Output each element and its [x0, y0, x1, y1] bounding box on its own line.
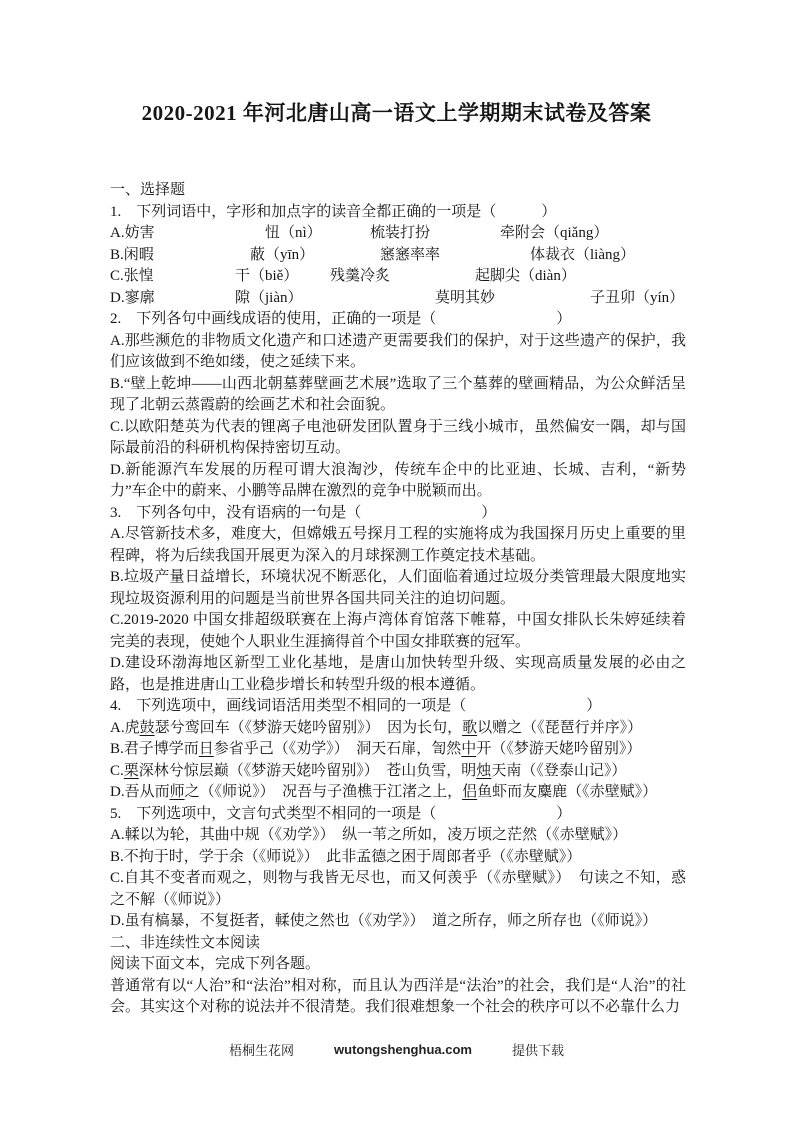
footer-site-name: 梧桐生花网 — [229, 1043, 295, 1058]
q5-option-b: B.不拘于时，学于余（《师说》） 此非孟德之困于周郎者乎（《赤壁赋》） — [110, 848, 582, 865]
q1-cell: 窸窸率率 — [380, 246, 441, 263]
q1-cell: D.寥廓 — [110, 289, 155, 306]
q1-stem: 1. 下列词语中，字形和加点字的读音全都正确的一项是（ ） — [110, 203, 557, 220]
section-2-header: 二、非连续性文本阅读 — [110, 934, 261, 951]
q5-option-a: A.輮以为轮，其曲中规（《劝学》） 纵一苇之所如，凌万顷之茫然（《赤壁赋》） — [110, 827, 628, 843]
q1-cell: 隙（jiàn） — [235, 289, 303, 306]
exam-body — [110, 180, 686, 1019]
q5-option-c: C.自其不变者而观之，则物与我皆无尽也，而又何羡乎（《赤壁赋》） 句读之不知，惑之不解（《师说》） — [110, 870, 686, 908]
q1-cell: 体裁衣（liàng） — [530, 246, 635, 263]
page-title: 2020-2021 年河北唐山高一语文上学期期末试卷及答案 — [141, 101, 652, 125]
q4-option-b: B.君子博学而日参省乎己（《劝学》） 洞天石扉，訇然中开（《梦游天姥吟留别》） — [110, 741, 642, 757]
q3-option-b: B.垃圾产量日益增长，环境状况不断恶化，人们面临着通过垃圾分类管理最大限度地实现垃圾资源利用的问题是当前世界各国共同关注的迫切问题。 — [110, 569, 686, 607]
q1-row-c — [110, 266, 686, 288]
q5-stem: 5. 下列选项中，文言句式类型不相同的一项是（ ） — [110, 805, 572, 822]
q4-option-c: C.栗深林兮惊层巅（《梦游天姥吟留别》） 苍山负雪，明烛天南（《登泰山记》） — [110, 762, 627, 779]
section-2-instruction: 阅读下面文本，完成下列各题。 — [110, 956, 321, 972]
q3-option-c: C.2019-2020 中国女排超级联赛在上海卢湾体育馆落下帷幕，中国女排队长朱婷延续着完美的表现，使她个人职业生涯摘得首个中国女排联赛的冠军。 — [110, 612, 686, 650]
q1-cell: C.张惶 — [110, 268, 154, 284]
page-footer — [0, 1040, 793, 1059]
q4-stem: 4. 下列选项中，画线词语活用类型不相同的一项是（ ） — [110, 698, 602, 714]
q3-stem: 3. 下列各句中，没有语病的一句是（ ） — [110, 504, 497, 521]
q1-cell: 莫明其妙 — [435, 289, 496, 306]
q1-cell: 起脚尖（diàn） — [475, 268, 576, 284]
q1-cell: 子丑卯（yín） — [590, 289, 685, 306]
q1-cell: A.妨害 — [110, 225, 155, 241]
q2-stem: 2. 下列各句中画线成语的使用，正确的一项是（ ） — [110, 311, 572, 327]
q1-cell: B.闲暇 — [110, 246, 154, 263]
section-2-paragraph: 普通常有以“人治”和“法治”相对称，而且认为西洋是“法治”的社会，我们是“人治”的社会。其实这个对称的说法并不很清楚。我们很难想象一个社会的秩序可以不必靠什么力 — [110, 977, 686, 1015]
q2-option-c: C.以欧阳楚英为代表的锂离子电池研发团队置身于三线小城市，虽然偏安一隅，却与国际最前沿的科研机构保持密切互动。 — [110, 418, 686, 456]
q1-cell: 忸（nì） — [265, 225, 322, 241]
q5-option-d: D.虽有槁暴，不复挺者，輮使之然也（《劝学》） 道之所存，师之所存也（《师说》） — [110, 913, 658, 929]
q1-cell: 蔽（yīn） — [250, 246, 315, 263]
footer-site-url: wutongshenghua.com — [334, 1042, 472, 1057]
section-1-header: 一、选择题 — [110, 182, 186, 198]
q1-cell: 牵附会（qiǎng） — [500, 225, 609, 241]
q4-option-d: D.吾从而师之（《师说》） 况吾与子渔樵于江渚之上，侣鱼虾而友麋鹿（《赤壁赋》） — [110, 784, 658, 800]
q3-option-d: D.建设环渤海地区新型工业化基地，是唐山加快转型升级、实现高质量发展的必由之路，也是推进唐山工业稳步增长和转型升级的根本遵循。 — [110, 655, 686, 693]
footer-download-label: 提供下载 — [511, 1043, 564, 1058]
q3-option-a: A.尽管新技术多，难度大，但嫦娥五号探月工程的实施将成为我国探月历史上重要的里程碑，将为后续我国开展更为深入的月球探测工作奠定技术基础。 — [110, 526, 686, 564]
q1-row-b — [110, 245, 686, 267]
q4-option-a: A.虎鼓瑟兮鸾回车（《梦游天姥吟留别》） 因为长句，歌以赠之（《琵琶行并序》） — [110, 719, 643, 736]
q2-option-a: A.那些濒危的非物质文化遗产和口述遗产更需要我们的保护，对于这些遗产的保护，我们应该做到不绝如缕，使之延续下来。 — [110, 332, 686, 370]
q2-option-d: D.新能源汽车发展的历程可谓大浪淘沙，传统车企中的比亚迪、长城、吉利，“新势力”车企中的蔚来、小鹏等品牌在激烈的竞争中脱颖而出。 — [110, 461, 686, 499]
q1-cell: 干（biě） — [235, 268, 299, 284]
q1-cell: 梳装打扮 — [370, 225, 431, 241]
q1-row-a — [110, 223, 686, 245]
q1-row-d — [110, 288, 686, 310]
q1-cell: 残羹冷炙 — [330, 268, 391, 284]
q2-option-b: B.“壁上乾坤——山西北朝墓葬壁画艺术展”选取了三个墓葬的壁画精品，为公众鲜活呈现了北朝云蒸霞蔚的绘画艺术和社会面貌。 — [110, 375, 686, 413]
